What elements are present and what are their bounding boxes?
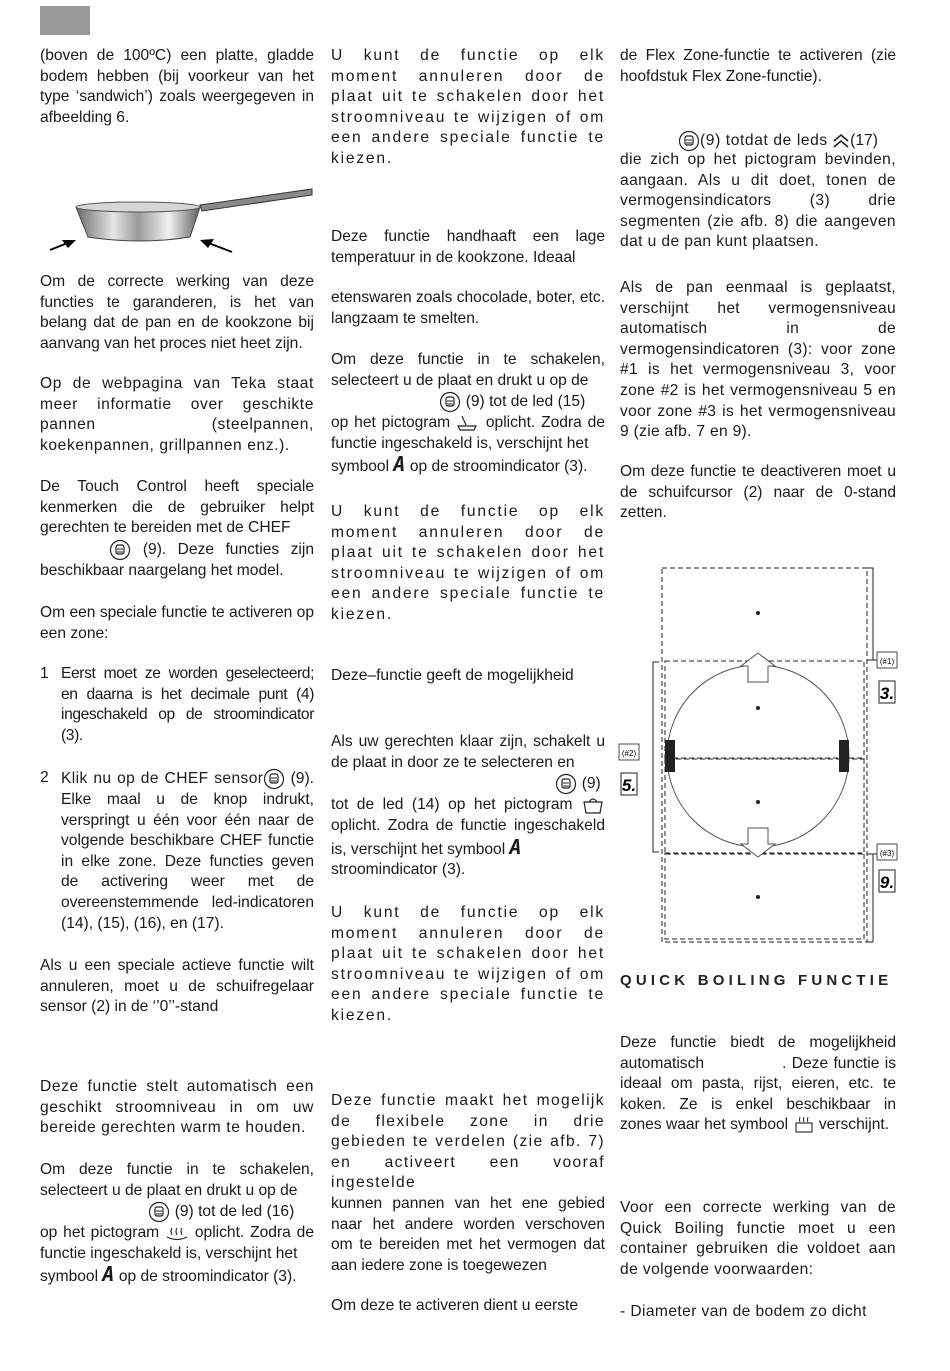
paragraph xyxy=(331,350,605,478)
paragraph-text: oplicht. Zodra de functie ingeschakeld is, verschijnt het xyxy=(331,414,605,452)
paragraph-text: op het pictogram xyxy=(40,1224,160,1242)
paragraph-text: (9) xyxy=(581,775,601,793)
paragraph: Deze functie maakt het mogelijk de flexibele zone in drie gebieden te verdelen (zie afb. 7) en activeert een vooraf ingestelde xyxy=(331,1092,605,1192)
paragraph: Als de pan eenmaal is geplaatst, verschijnt het vermogensniveau automatisch in de vermogensindicatoren (3): voor zone #1 is het vermogensniveau 3, voor zone #2 is het vermogensniveau 5 en voor zone #3 is het vermogensniveau 9 (zie afb. 7 en 9). xyxy=(620,279,896,441)
paragraph-text: Om deze functie in te schakelen, selecteert u de plaat en drukt u op de xyxy=(40,1161,314,1199)
paragraph-text: op de stroomindicator (3). xyxy=(409,458,588,476)
paragraph xyxy=(620,130,896,253)
paragraph: Voor een correcte werking van de Quick Boiling functie moet u een container gebruiken die voldoet aan de volgende voorwaarden: xyxy=(620,1199,896,1278)
boil-icon xyxy=(793,1116,815,1134)
seg-symbol: A xyxy=(393,452,406,477)
paragraph: (boven de 100ºC) een platte, gladde bodem hebben (bij voorkeur van het type ‘sandwich’) zoals weergegeven in afbeelding 6. xyxy=(40,47,314,126)
paragraph-text: (9) tot de led (16) xyxy=(174,1203,295,1221)
paragraph: Deze functie handhaaft een lage temperatuur in de kookzone. Ideaal xyxy=(331,228,605,266)
paragraph: Om een speciale functie te activeren op een zone: xyxy=(40,604,314,642)
paragraph-text: op het pictogram xyxy=(331,414,451,432)
paragraph: Om deze functie te deactiveren moet u de schuifcursor (2) naar de 0-stand zetten. xyxy=(620,463,896,522)
paragraph: U kunt de functie op elk moment annuleren door de plaat uit te schakelen door het stroomniveau te wijzigen of om een andere speciale functie te kiezen. xyxy=(331,503,605,623)
chef-sensor-icon xyxy=(678,130,700,152)
paragraph: Om de correcte werking van deze functies te garanderen, is het van belang dat de pan en de kookzone bij aanvang van het proces niet heet zijn. xyxy=(40,273,314,352)
paragraph-text: De Touch Control heeft speciale kenmerken die de gebruiker helpt gerechten te bereiden met de CHEF xyxy=(40,478,314,537)
paragraph: Als u een speciale actieve functie wilt annuleren, moet u de schuifregelaar sensor (2) in de ‘’0’’-stand xyxy=(40,957,314,1016)
chef-sensor-icon xyxy=(263,768,285,790)
flex-chevron-icon xyxy=(832,133,850,149)
list-item-text: Eerst moet ze worden geselecteerd; en daarna is het decimale punt (4) ingeschakeld op de stroomindicator (3). xyxy=(61,665,314,744)
page-tab-marker xyxy=(40,6,90,35)
melt-pan-icon xyxy=(456,414,480,432)
chef-sensor-icon xyxy=(148,1201,170,1223)
paragraph-text: (9) totdat de leds xyxy=(700,132,828,150)
chef-sensor-icon xyxy=(555,773,577,795)
paragraph-text: (9). Deze functies zijn beschikbaar naargelang het model. xyxy=(40,540,314,579)
paragraph-text: stroomindicator (3). xyxy=(331,861,466,879)
paragraph-text: (17) xyxy=(850,132,878,150)
paragraph: Om deze te activeren dient u eerste xyxy=(331,1297,579,1314)
paragraph xyxy=(620,1033,896,1136)
paragraph: U kunt de functie op elk moment annuleren door de plaat uit te schakelen door het stroomniveau te wijzigen of om een andere speciale functie te kiezen. xyxy=(331,904,605,1024)
paragraph: U kunt de functie op elk moment annuleren door de plaat uit te schakelen door het stroomniveau te wijzigen of om een andere speciale functie te kiezen. xyxy=(331,47,605,167)
list-item-text: (9). Elke maal u de knop indrukt, verspringt u één voor één naar de volgende beschikbare CHEF functie in elke zone. Deze functies geven de activering weer met de overeenstemmende led-indicatoren (14), (15), (16), en (17). xyxy=(61,770,314,932)
paragraph-text: Om deze functie in te schakelen, selecteert u de plaat en drukt u op de xyxy=(331,351,605,389)
paragraph-text: symbool xyxy=(40,1268,99,1286)
zone2-label: (#2) xyxy=(621,749,637,758)
list-item xyxy=(40,768,314,934)
paragraph-text: Als uw gerechten klaar zijn, schakelt u de plaat in door ze te selecteren en xyxy=(331,733,605,771)
paragraph-text: op de stroomindicator (3). xyxy=(118,1268,297,1286)
paragraph: de Flex Zone-functie te activeren (zie hoofdstuk Flex Zone-functie). xyxy=(620,47,896,85)
seg-symbol: A xyxy=(509,834,522,859)
zone1-label: (#1) xyxy=(879,657,895,666)
paragraph-text: (9) tot de led (15) xyxy=(465,393,586,411)
paragraph-text: oplicht. Zodra de functie ingeschakeld is, verschijnt het symbool xyxy=(331,816,605,858)
paragraph: kunnen pannen van het ene gebied naar het andere worden verschoven om te bereiden met het vermogen dat aan iedere zone is toegewezen xyxy=(331,1195,605,1274)
paragraph-text: . Deze functie is ideaal om pasta, rijst, eieren, etc. te koken. Ze is enkel beschikbaar in zones waar het symbool xyxy=(620,1054,896,1134)
paragraph-text: die zich op het pictogram bevinden, aangaan. Als u dit doet, tonen de vermogensindicators (3) drie segmenten (zie afb. 8) die aangeven dat u de pan kunt plaatsen. xyxy=(620,151,896,251)
list-item-number: 2 xyxy=(40,769,49,786)
paragraph-text: symbool xyxy=(331,458,390,476)
seg-symbol: A xyxy=(102,1262,115,1287)
paragraph xyxy=(40,1160,314,1288)
zone2-level: 5. xyxy=(621,776,637,795)
frying-pan-figure xyxy=(40,185,314,257)
paragraph-text: verschijnt. xyxy=(818,1116,890,1134)
paragraph: Deze–functie geeft de mogelijkheid xyxy=(331,667,574,684)
flex-zone-diagram xyxy=(617,566,902,948)
chef-sensor-icon xyxy=(109,539,131,561)
paragraph xyxy=(331,732,605,881)
paragraph: Op de webpagina van Teka staat meer informatie over geschikte pannen (steelpannen, koekenpannen, grillpannen enz.). xyxy=(40,375,314,454)
pot-icon xyxy=(581,795,605,815)
list-item-number: 1 xyxy=(40,665,49,682)
section-heading: QUICK BOILING FUNCTIE xyxy=(620,972,893,989)
list-item xyxy=(40,664,314,746)
paragraph xyxy=(40,477,314,581)
zone1-level: 3. xyxy=(879,684,895,703)
paragraph-text: Deze functie biedt de mogelijkheid automatisch xyxy=(620,1034,896,1072)
paragraph: etenswaren zoals chocolade, boter, etc. langzaam te smelten. xyxy=(331,289,605,327)
keep-warm-icon xyxy=(165,1225,189,1241)
paragraph-text: tot de led (14) op het pictogram xyxy=(331,796,573,814)
zone3-level: 9. xyxy=(879,873,895,892)
paragraph: - Diameter van de bodem zo dicht xyxy=(620,1303,867,1320)
chef-sensor-icon xyxy=(439,391,461,413)
list-item-text: Klik nu op de CHEF sensor xyxy=(61,770,264,788)
paragraph: Deze functie stelt automatisch een geschikt stroomniveau in om uw bereide gerechten warm te houden. xyxy=(40,1078,314,1137)
zone3-label: (#3) xyxy=(879,849,895,858)
paragraph-text: oplicht. Zodra de functie ingeschakeld is, verschijnt het xyxy=(40,1224,314,1262)
